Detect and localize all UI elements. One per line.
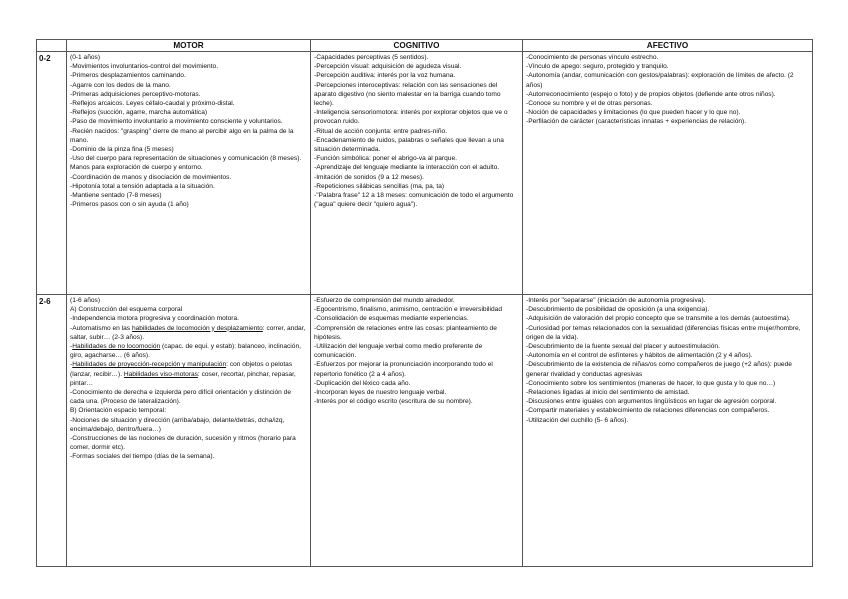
list-item: -Independencia motora progresiva y coordinación motora.	[70, 315, 239, 323]
list-item: -Capacidades perceptivas (5 sentidos).	[314, 54, 429, 61]
list-item: -"Palabra frase" 12 a 18 meses: comunicación de todo el argumento ("agua" quiere decir "quiero agua").	[314, 192, 514, 209]
motor-cell	[67, 295, 311, 567]
text-span: -	[70, 361, 73, 369]
underlined-term: habilidades de locomoción y desplazamiento	[131, 324, 263, 332]
list-item: -Consolidación de esquemas mediante experiencias.	[314, 315, 469, 323]
list-item: -Egocentrismo, finalismo, animismo, centración e irreversibilidad	[314, 306, 502, 314]
list-item: -Conocimiento de personas vínculo estrecho.	[526, 54, 659, 61]
list-item: -Autonomía (andar, comunicación con gestos/palabras): exploración de límites de afecto. (2 años)	[526, 72, 794, 89]
list-item: -Agarre con los dedos de la mano.	[70, 81, 171, 89]
list-item: -Imitación de sonidos (9 a 12 meses).	[314, 173, 424, 181]
list-item: -Percepción auditiva: interés por la voz humana.	[314, 72, 456, 80]
list-item: -Conocimiento de derecha e izquierda pero difícil orientación y distinción de cada una. (Proceso de lateralización).	[70, 389, 292, 406]
list-item	[70, 324, 307, 342]
list-item: -Compartir materiales y establecimiento de relaciones diferencias con compañeros.	[526, 407, 770, 415]
afectivo-cell	[523, 295, 813, 567]
header-age	[37, 40, 67, 52]
list-item: -Repeticiones silábicas sencillas (ma, pa, ta)	[314, 182, 445, 190]
list-item: -Uso del cuerpo para representación de situaciones y comunicación (8 meses). Manos para exploración de cuerpo y entorno.	[70, 155, 302, 172]
afectivo-cell	[523, 52, 813, 295]
list-item: -Función simbólica: poner el abrigo-va al parque.	[314, 155, 457, 163]
header-motor: MOTOR	[67, 40, 311, 52]
list-item: -Interés por "separarse" (iniciación de autonomía progresiva).	[526, 297, 706, 304]
list-item	[70, 342, 307, 360]
text-span: -Automatismo en las	[70, 324, 132, 332]
list-item: -Reflejos (succión, agarre, marcha automática)	[70, 109, 208, 117]
list-item: A) Construcción del esquema corporal	[70, 306, 183, 314]
list-item: -Perfilación de carácter (características innatas + experiencias de relación).	[526, 118, 747, 126]
list-item: -Formas sociales del tiempo (días de la semana).	[70, 453, 215, 461]
list-item: -Aprendizaje del lenguaje mediante la interacción con el adulto.	[314, 164, 500, 172]
list-item: (0-1 años)	[70, 54, 101, 61]
text-span: (capac. de equi. y estab): balanceo, inclinación, giro, agacharse… (6 años).	[70, 343, 301, 360]
list-item: -Conocimiento sobre los sentimientos (maneras de hacer, lo que gusta y lo que no…)	[526, 379, 776, 387]
list-item: -Interés por el código escrito (escritura de su nombre).	[314, 398, 473, 406]
list-item: -Ritual de acción conjunta: entre padres-niño.	[314, 127, 448, 135]
list-item: -Esfuerzo de comprensión del mundo alrededor.	[314, 297, 455, 304]
list-item: -Movimientos involuntarios-control del movimiento.	[70, 63, 219, 71]
list-item: -Descubrimiento de la existencia de niñas/os como compañeros de juego (+2 años): puede generar rivalidad y conductas agresivas	[526, 361, 792, 378]
list-item: -Mantiene sentado (7-8 meses)	[70, 192, 162, 200]
underlined-term: Habilidades viso-motoras	[123, 370, 198, 378]
list-item: -Nociones de situación y dirección (arriba/abajo, delante/detrás, dcha/izq, encima/debajo, dentro/fuera…)	[70, 416, 285, 433]
list-item: -Comprensión de relaciones entre las cosas: planteamiento de hipótesis.	[314, 324, 497, 341]
list-item: -Paso de movimiento involuntario a movimiento consciente y voluntarios.	[70, 118, 283, 126]
cognitivo-cell	[311, 295, 523, 567]
list-item: -Descubrimiento de la fuente sexual del placer y autoestimulación.	[526, 343, 720, 351]
list-item: -Adquisición de valoración del propio concepto que se transmite a los demás (autoestima).	[526, 315, 791, 323]
list-item: -Inteligencia sensoriomotora: interés por explorar objetos que ve o provocan ruido.	[314, 109, 508, 126]
list-item: -Percepción visual: adquisición de agudeza visual.	[314, 63, 462, 71]
text-span: : correr, andar, saltar, subir… (2-3 años).	[70, 324, 306, 341]
list-item: (1-6 años)	[70, 297, 101, 304]
underlined-term: Habilidades de no locomoción	[72, 343, 161, 351]
list-item: -Percepciones interoceptivas: relación con las sensaciones del aparato digestivo (no siento malestar en la barriga cuando tomo leche).	[314, 81, 501, 108]
list-item: -Utilización del lenguaje verbal como medio preferente de comunicación.	[314, 343, 483, 360]
header-row	[37, 40, 813, 52]
list-item: -Utilización del cuchillo (5- 6 años).	[526, 416, 629, 424]
list-item: -Hipotonía total a tensión adaptada a la situación.	[70, 182, 215, 190]
age-range: 2-6	[37, 295, 67, 567]
list-item: -Noción de capacidades y limitaciones (lo que pueden hacer y lo que no).	[526, 109, 741, 117]
header-afectivo: AFECTIVO	[523, 40, 813, 52]
list-item: -Incorporan leyes de nuestro lenguaje verbal.	[314, 389, 447, 397]
development-table	[36, 39, 813, 567]
list-item: -Descubrimiento de posibilidad de oposición (a una exigencia).	[526, 306, 710, 314]
header-cognitivo: COGNITIVO	[311, 40, 523, 52]
text-span: : con objetos o pelotas (lanzar, recibir…).	[70, 361, 293, 378]
list-item: -Reflejos arcaicos. Leyes céfalo-caudal y próximo-distal.	[70, 100, 235, 108]
list-item: -Conoce su nombre y el de otras personas.	[526, 100, 653, 108]
list-item: -Primeros desplazamientos caminando.	[70, 72, 186, 80]
list-item: -Coordinación de manos y disociación de movimientos.	[70, 173, 232, 181]
table-row	[37, 295, 813, 567]
list-item: -Esfuerzos por mejorar la pronunciación incorporando todo el repertorio fonético (2 a 4 años).	[314, 361, 493, 378]
list-item: -Curiosidad por temas relacionados con la sexualidad (diferencias físicas entre mujer/hombre, origen de la vida).	[526, 324, 801, 341]
age-range: 0-2	[37, 52, 67, 295]
cognitivo-cell	[311, 52, 523, 295]
underlined-term: Habilidades de proyección-recepción y manipulación	[72, 361, 227, 369]
list-item: -Primeras adquisiciones perceptivo-motoras.	[70, 90, 201, 98]
list-item: -Autonomía en el control de esfínteres y hábitos de alimentación (2 y 4 años).	[526, 352, 753, 360]
list-item: -Encadenamiento de ruidos, palabras o señales que llevan a una situación determinada.	[314, 136, 504, 154]
list-item: -Vínculo de apego: seguro, protegido y tranquilo.	[526, 63, 669, 71]
list-item: -Recién nacidos: "grasping" cierre de mano al percibir algo en la palma de la mano.	[70, 127, 294, 144]
list-item: B) Orientación espacio temporal:	[70, 407, 167, 415]
list-item: -Construcciones de las nociones de duración, sucesión y ritmos (horario para comer, dormir etc).	[70, 435, 296, 452]
list-item: -Duplicación del léxico cada año.	[314, 379, 411, 387]
list-item: -Relaciones ligadas al inicio del sentimiento de amistad.	[526, 389, 690, 397]
text-span: : coser, recortar, pinchar, repasar, pintar…	[70, 370, 296, 387]
motor-cell	[67, 52, 311, 295]
text-span: -	[70, 343, 73, 351]
list-item: -Dominio de la pinza fina (5 meses)	[70, 146, 174, 154]
list-item: -Autorreconocimiento (espejo o foto) y de propios objetos (defiende ante otros niños).	[526, 90, 776, 98]
table-row	[37, 52, 813, 295]
list-item	[70, 360, 307, 388]
list-item: -Discusiones entre iguales con argumentos lingüísticos en lugar de agresión corporal.	[526, 398, 777, 406]
list-item: -Primeros pasos con o sin ayuda (1 año)	[70, 201, 189, 209]
